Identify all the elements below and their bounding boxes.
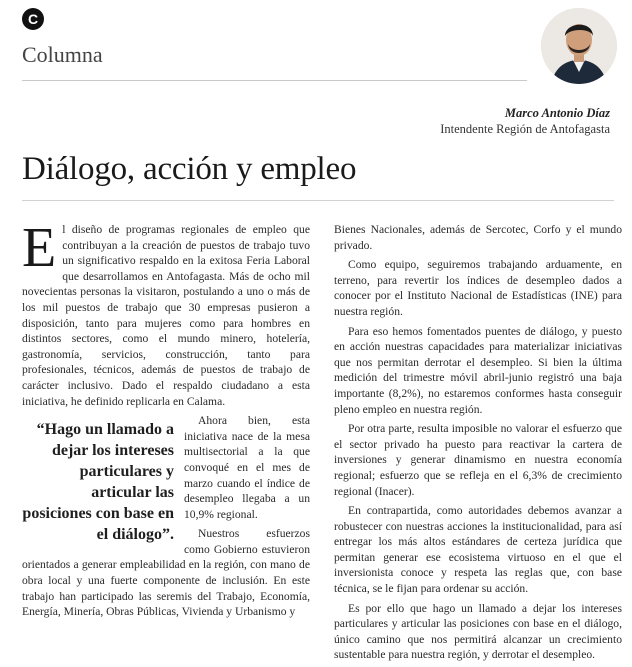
- author-portrait-icon: [541, 8, 617, 84]
- header-divider: [22, 80, 527, 81]
- paragraph: Como equipo, seguiremos trabajando arduamente, en terreno, para revertir los índices de desempleo dados a conocer por el Instituto Nacional de Estadísticas (INE) para nuestra región.: [334, 258, 622, 318]
- paragraph: Nuestros esfuerzos como Gobierno estuvieron orientados a generar empleabilidad en la región, con mano de obra local y una fuerte componente de inclusión. En este trabajo han participado las seremis del Trabajo, Economía, Energía, Minería, Obras Públicas, Vivienda y Urbanismo y: [22, 527, 310, 619]
- article-column-right: [334, 222, 622, 667]
- article-column-left: [22, 217, 310, 624]
- column-badge: C: [22, 8, 44, 30]
- drop-cap: E: [22, 217, 57, 279]
- pull-quote: “Hago un llamado a dejar los intereses particulares y articular las posiciones con base en el diálogo”.: [22, 421, 174, 544]
- author-name: Marco Antonio Díaz: [504, 106, 610, 120]
- paragraph: Bienes Nacionales, además de Sercotec, Corfo y el mundo privado.: [334, 223, 622, 252]
- paragraph: El diseño de programas regionales de empleo que contribuyan a la creación de puestos de trabajo tuvo un significativo respaldo en la exitosa Feria Laboral que desarrollamos en Antofagasta. Más de ocho mil novecientas personas la visitaron, postulando a uno o más de los mil puestos de trabajo que 30 empresas pusieron a disposición, tanto para mujeres como para hombres en distintos sectores, como el mundo minero, hotelería, gastronomía, servicios, construcción, tanto para profesionales, técnicos, además de puestos de trabajo de carácter inclusivo. Dado el respaldo ciudadano a esta iniciativa, he definido replicarla en Calama.: [22, 217, 310, 408]
- title-divider: [22, 200, 614, 201]
- paragraph: Es por ello que hago un llamado a dejar los intereses particulares y articular las posiciones con base en el diálogo, único camino que nos permitirá alcanzar un crecimiento sustentable para nuestra región, y derrotar el desempleo.: [334, 601, 622, 662]
- paragraph: Por otra parte, resulta imposible no valorar el esfuerzo que el sector privado ha puesto para reactivar la cartera de inversiones y generar dinamismo en nuestra economía regional; esfuerzo que se refleja en el 6,3% de crecimiento regional (Inacer).: [334, 422, 622, 498]
- paragraph: Para eso hemos fomentados puentes de diálogo, y puesto en acción nuestras capacidades para materializar iniciativas que nos permitan derrotar el desempleo. Si bien la última medición del trimestre móvil abril-junio registró una baja importante (8,2%), no estaremos conformes hasta conseguir pleno empleo en nuestra región.: [334, 324, 622, 416]
- paragraph: Ahora bien, esta iniciativa nace de la mesa multisectorial a la que convoqué en el mes de marzo cuando el índice de desempleo llegaba a un 10,9% regional.: [184, 414, 310, 521]
- author-photo: [541, 8, 617, 84]
- author-role: Intendente Región de Antofagasta: [440, 122, 610, 136]
- section-label: Columna: [22, 42, 103, 67]
- article-title: Diálogo, acción y empleo: [22, 151, 357, 187]
- paragraph: En contrapartida, como autoridades debemos avanzar a robustecer con nuestras acciones la institucionalidad, para así entregar los más altos estándares de certeza jurídica que permitan generar ese ecosistema virtuoso en el que el inversionista conoce y respeta las reglas que, con base técnica, se le fijan para ordenar su acción.: [334, 504, 622, 596]
